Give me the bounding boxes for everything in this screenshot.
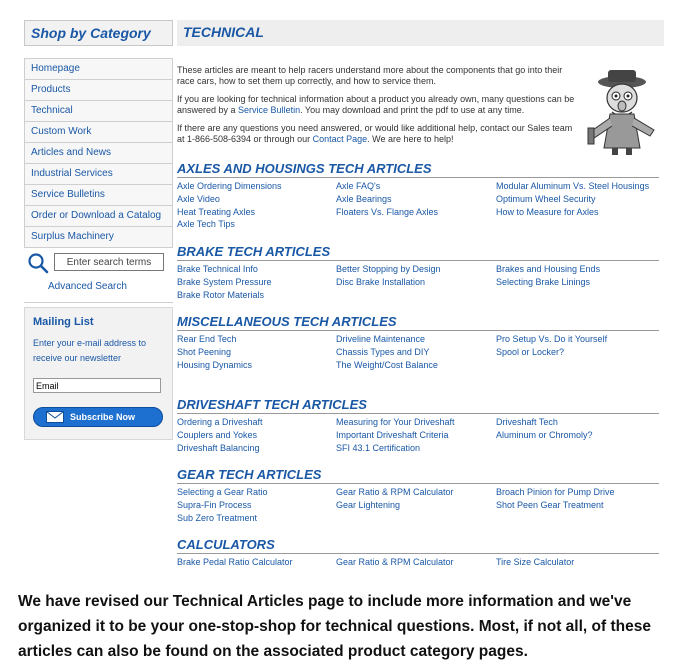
article-link[interactable]: Broach Pinion for Pump Drive xyxy=(496,487,615,497)
mailing-list-text: Enter your e-mail address to receive our newsletter xyxy=(33,338,147,363)
section-links xyxy=(177,180,659,231)
mail-icon xyxy=(46,411,64,423)
intro-paragraph-3 xyxy=(177,123,577,145)
article-link[interactable]: Measuring for Your Driveshaft xyxy=(336,417,455,427)
article-link[interactable]: The Weight/Cost Balance xyxy=(336,359,438,370)
nav-custom-work[interactable]: Custom Work xyxy=(25,122,172,143)
intro-p2-text: If you are looking for technical information about a product you already own, many questions can be answered by a xyxy=(177,94,575,115)
article-link[interactable]: Aluminum or Chromoly? xyxy=(496,429,593,440)
section-title: DRIVESHAFT TECH ARTICLES xyxy=(177,397,659,414)
page-header xyxy=(177,20,664,46)
page-title: TECHNICAL xyxy=(183,24,264,40)
article-link[interactable]: Shot Peening xyxy=(177,346,232,357)
mailing-list-box xyxy=(24,307,173,440)
intro-p3-text: If there are any questions you need answered, or would like additional help, contact our Sales team at 1-866-508-6394 or through our xyxy=(177,123,573,144)
article-link[interactable]: Spool or Locker? xyxy=(496,346,565,357)
article-link[interactable]: Supra-Fin Process xyxy=(177,499,252,510)
section-miscellaneous xyxy=(177,314,659,371)
article-link[interactable]: Brake Rotor Materials xyxy=(177,289,265,300)
article-link[interactable]: Sub Zero Treatment xyxy=(177,512,258,523)
section-title: MISCELLANEOUS TECH ARTICLES xyxy=(177,314,659,331)
article-link[interactable]: Brakes and Housing Ends xyxy=(496,264,601,274)
article-link[interactable]: Chassis Types and DIY xyxy=(336,346,430,357)
section-title: GEAR TECH ARTICLES xyxy=(177,467,659,484)
nav-catalog[interactable]: Order or Download a Catalog xyxy=(25,206,172,227)
main-content xyxy=(177,20,664,567)
section-title: CALCULATORS xyxy=(177,537,659,554)
section-links xyxy=(177,333,659,371)
article-link[interactable]: Important Driveshaft Criteria xyxy=(336,429,449,440)
category-header xyxy=(24,20,173,46)
nav-technical[interactable]: Technical xyxy=(25,101,172,122)
article-link[interactable]: Floaters Vs. Flange Axles xyxy=(336,206,439,217)
intro-p2-text-end: . You may download and print the pdf to use at any time. xyxy=(300,105,525,115)
intro-text xyxy=(177,65,577,152)
article-link[interactable]: Axle Tech Tips xyxy=(177,219,235,230)
intro-paragraph-1: These articles are meant to help racers understand more about the components that go into their race cars, how to set them up correctly, and how to service them. xyxy=(177,65,563,86)
section-links xyxy=(177,263,659,301)
article-link[interactable]: Housing Dynamics xyxy=(177,359,253,370)
category-nav xyxy=(24,58,173,248)
section-gear xyxy=(177,467,659,524)
article-link[interactable]: Ordering a Driveshaft xyxy=(177,417,263,427)
section-driveshaft xyxy=(177,397,659,454)
nav-products[interactable]: Products xyxy=(25,80,172,101)
search-input[interactable] xyxy=(54,253,164,271)
article-link[interactable]: Rear End Tech xyxy=(177,334,237,344)
mascot-image xyxy=(582,68,662,156)
service-bulletin-link[interactable]: Service Bulletin xyxy=(238,105,301,115)
mailing-list-title: Mailing List xyxy=(33,316,94,328)
article-link[interactable]: How to Measure for Axles xyxy=(496,206,599,217)
article-link[interactable]: Selecting Brake Linings xyxy=(496,276,591,287)
email-field[interactable] xyxy=(33,378,161,393)
intro-paragraph-2 xyxy=(177,94,577,116)
article-link[interactable]: Gear Lightening xyxy=(336,499,401,510)
subscribe-label: Subscribe Now xyxy=(70,412,136,422)
nav-homepage[interactable]: Homepage xyxy=(25,59,172,80)
section-links xyxy=(177,486,659,524)
section-calculators xyxy=(177,537,659,569)
nav-service-bulletins[interactable]: Service Bulletins xyxy=(25,185,172,206)
category-header-title: Shop by Category xyxy=(31,25,151,41)
search-icon[interactable] xyxy=(27,252,49,274)
section-title: BRAKE TECH ARTICLES xyxy=(177,244,659,261)
article-link[interactable]: Couplers and Yokes xyxy=(177,429,258,440)
article-link[interactable]: Brake System Pressure xyxy=(177,276,272,287)
intro-p3-text-end: . We are here to help! xyxy=(367,134,454,144)
article-link[interactable]: Optimum Wheel Security xyxy=(496,193,596,204)
nav-surplus-machinery[interactable]: Surplus Machinery xyxy=(25,227,172,248)
nav-articles-news[interactable]: Articles and News xyxy=(25,143,172,164)
section-brake xyxy=(177,244,659,301)
sidebar xyxy=(24,20,173,440)
article-link[interactable]: Gear Ratio & RPM Calculator xyxy=(336,557,454,567)
article-link[interactable]: Tire Size Calculator xyxy=(496,557,575,567)
article-link[interactable]: Shot Peen Gear Treatment xyxy=(496,499,604,510)
subscribe-button[interactable] xyxy=(33,407,163,427)
article-link[interactable]: Disc Brake Installation xyxy=(336,276,426,287)
nav-industrial-services[interactable]: Industrial Services xyxy=(25,164,172,185)
article-link[interactable]: Modular Aluminum Vs. Steel Housings xyxy=(496,181,650,191)
article-link[interactable]: Pro Setup Vs. Do it Yourself xyxy=(496,334,608,344)
article-link[interactable]: Driveshaft Tech xyxy=(496,417,558,427)
article-link[interactable]: Brake Pedal Ratio Calculator xyxy=(177,557,293,567)
article-link[interactable]: Selecting a Gear Ratio xyxy=(177,487,268,497)
caption-text: We have revised our Technical Articles page to include more information and we've organized it to be your one-stop-shop for technical questions. Most, if not all, of these articles can also be found on the associated product category pages. xyxy=(18,593,651,660)
article-link[interactable]: SFI 43.1 Certification xyxy=(336,442,421,453)
section-links xyxy=(177,556,659,569)
advanced-search-link[interactable]: Advanced Search xyxy=(48,281,127,292)
article-link[interactable]: Driveshaft Balancing xyxy=(177,442,260,453)
article-link[interactable]: Heat Treating Axles xyxy=(177,206,256,217)
article-link[interactable]: Brake Technical Info xyxy=(177,264,258,274)
article-link[interactable]: Gear Ratio & RPM Calculator xyxy=(336,487,454,497)
section-axles-housings xyxy=(177,161,659,231)
search-row xyxy=(24,251,173,275)
sidebar-divider xyxy=(24,302,173,303)
contact-page-link[interactable]: Contact Page xyxy=(312,134,368,144)
article-link[interactable]: Driveline Maintenance xyxy=(336,334,426,344)
article-link[interactable]: Axle Ordering Dimensions xyxy=(177,181,282,191)
article-link[interactable]: Axle FAQ's xyxy=(336,181,381,191)
article-link[interactable]: Better Stopping by Design xyxy=(336,264,441,274)
section-links xyxy=(177,416,659,454)
article-link[interactable]: Axle Video xyxy=(177,193,220,204)
article-link[interactable]: Axle Bearings xyxy=(336,193,392,204)
section-title: AXLES AND HOUSINGS TECH ARTICLES xyxy=(177,161,659,178)
